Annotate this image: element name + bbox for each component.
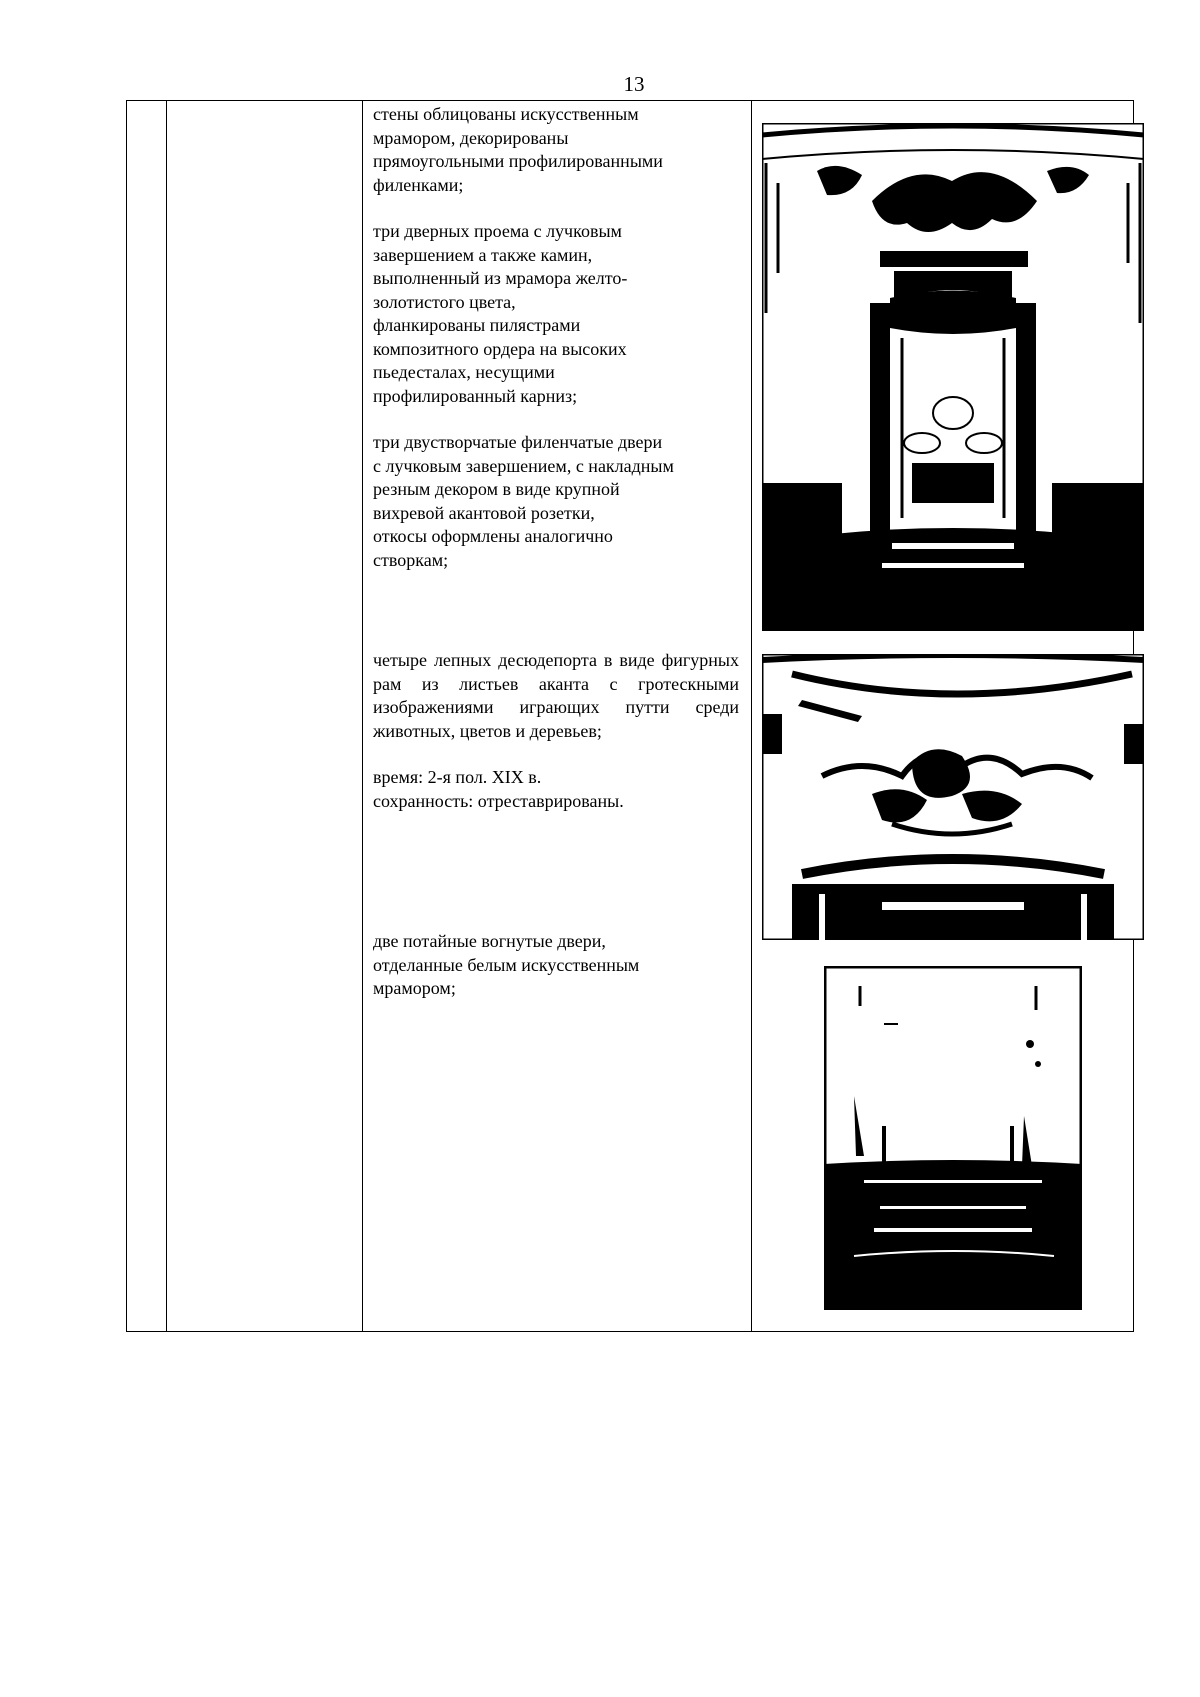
table-cell-object xyxy=(167,101,363,1332)
paragraph-doors: три двустворчатые филенчатые двери с лучковым завершением, с накладным резным декором в виде крупной вихревой акантовой розетки, откосы оформлены аналогично створкам; xyxy=(373,432,674,570)
description-table xyxy=(126,100,1134,1332)
table-row xyxy=(127,101,1134,1332)
hidden-concave-door-photo xyxy=(824,966,1082,1310)
paragraph-desudeports: четыре лепных десюдепорта в виде фигурных рам из листьев аканта с гротескными изображениями играющих путти среди животных, цветов и деревьев; xyxy=(373,650,739,741)
page-number: 13 xyxy=(623,72,645,96)
interior-door-fireplace-photo xyxy=(762,123,1144,631)
photo-cell xyxy=(752,101,1134,1332)
description-cell xyxy=(363,101,752,1332)
desudeport-stucco-photo xyxy=(762,654,1144,940)
paragraph-walls: стены облицованы искусственным мрамором, декорированы прямоугольными профилированными филенками; xyxy=(373,104,663,195)
paragraph-doorways: три дверных проема с лучковым завершением а также камин, выполненный из мрамора желто- золотистого цвета, фланкированы пилястрами композитного ордера на высоких пьедесталах, несущими профилированный карниз; xyxy=(373,221,628,406)
paragraph-hidden-doors: две потайные вогнутые двери, отделанные белым искусственным мрамором; xyxy=(373,931,640,998)
paragraph-dating: время: 2-я пол. XIX в. сохранность: отреставрированы. xyxy=(373,767,624,811)
table-cell-number xyxy=(127,101,167,1332)
